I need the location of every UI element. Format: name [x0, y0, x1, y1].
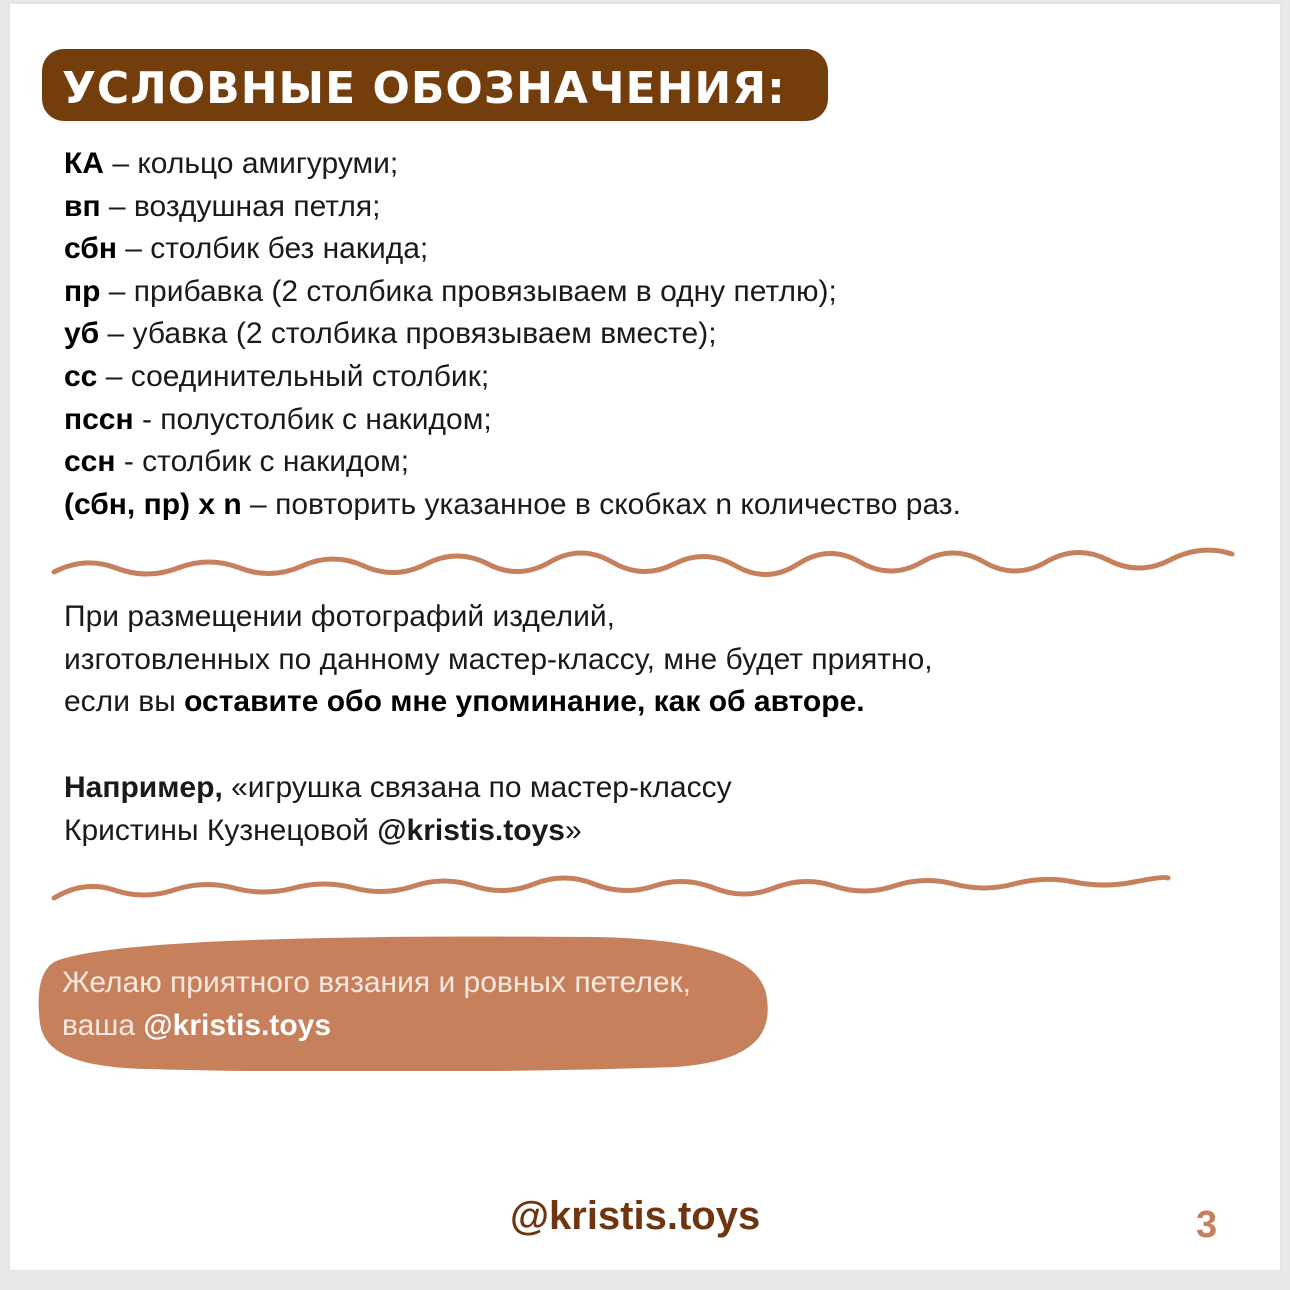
legend-desc: – повторить указанное в скобках n количество раз. — [241, 487, 961, 521]
legend-item — [64, 271, 1244, 314]
credit-emphasis: оставите обо мне упоминание, как об авторе. — [184, 685, 865, 719]
legend-item — [64, 143, 1244, 186]
wave-line — [54, 878, 1168, 899]
example-line — [64, 810, 1214, 853]
legend-item — [64, 186, 1244, 229]
legend-item — [64, 441, 1244, 484]
legend-abbr: сбн — [64, 232, 117, 266]
legend-desc: – столбик без накида; — [116, 232, 429, 266]
credit-line: изготовленных по данному мастер-классу, мне будет приятно, — [64, 642, 933, 676]
legend-abbr: ссн — [64, 445, 116, 479]
legend-desc: - столбик с накидом; — [115, 445, 410, 479]
footer-handle: @kristis.toys — [510, 1194, 761, 1238]
example-line — [64, 767, 1214, 810]
wish-line: Желаю приятного вязания и ровных петелек, — [62, 966, 692, 999]
example-author: Кристины Кузнецовой — [64, 813, 378, 847]
example-text: «игрушка связана по мастер-классу — [222, 771, 732, 804]
page-title: УСЛОВНЫЕ ОБОЗНАЧЕНИЯ: — [62, 63, 786, 114]
wave-divider-top — [50, 546, 1240, 590]
legend-abbr: (сбн, пр) x n — [64, 487, 242, 521]
legend-desc: – воздушная петля; — [100, 189, 381, 223]
legend-item — [64, 484, 1244, 527]
legend-list — [64, 143, 1244, 526]
wish-message — [62, 962, 762, 1047]
legend-abbr: уб — [64, 317, 100, 351]
credit-prefix: если вы — [64, 685, 185, 719]
example-label: Например, — [64, 771, 223, 804]
legend-desc: - полустолбик с накидом; — [133, 402, 492, 436]
wave-divider-bottom — [50, 872, 1180, 912]
legend-abbr: КА — [64, 147, 104, 180]
page-number: 3 — [1196, 1204, 1218, 1246]
wave-line — [54, 550, 1232, 574]
legend-desc: – кольцо амигуруми; — [103, 147, 399, 180]
legend-abbr: вп — [64, 189, 101, 223]
legend-abbr: пссн — [64, 402, 134, 436]
legend-item — [64, 313, 1244, 356]
credit-paragraph — [64, 596, 1214, 724]
credit-line — [64, 681, 1214, 724]
wish-signature: ваша — [62, 1008, 144, 1042]
wish-handle: @kristis.toys — [143, 1008, 332, 1042]
legend-item — [64, 356, 1244, 399]
example-quote-close: » — [564, 813, 582, 847]
legend-abbr: пр — [64, 274, 101, 308]
legend-item — [64, 399, 1244, 442]
credit-line: При размещении фотографий изделий, — [64, 600, 615, 633]
legend-desc: – соединительный столбик; — [97, 359, 490, 393]
example-handle: @kristis.toys — [377, 813, 565, 847]
legend-item — [64, 228, 1244, 271]
legend-abbr: сс — [64, 359, 98, 393]
legend-desc: – убавка (2 столбика провязываем вместе); — [99, 317, 717, 351]
legend-desc: – прибавка (2 столбика провязываем в одну петлю); — [100, 274, 837, 308]
wish-line — [62, 1005, 762, 1048]
example-paragraph — [64, 767, 1214, 852]
